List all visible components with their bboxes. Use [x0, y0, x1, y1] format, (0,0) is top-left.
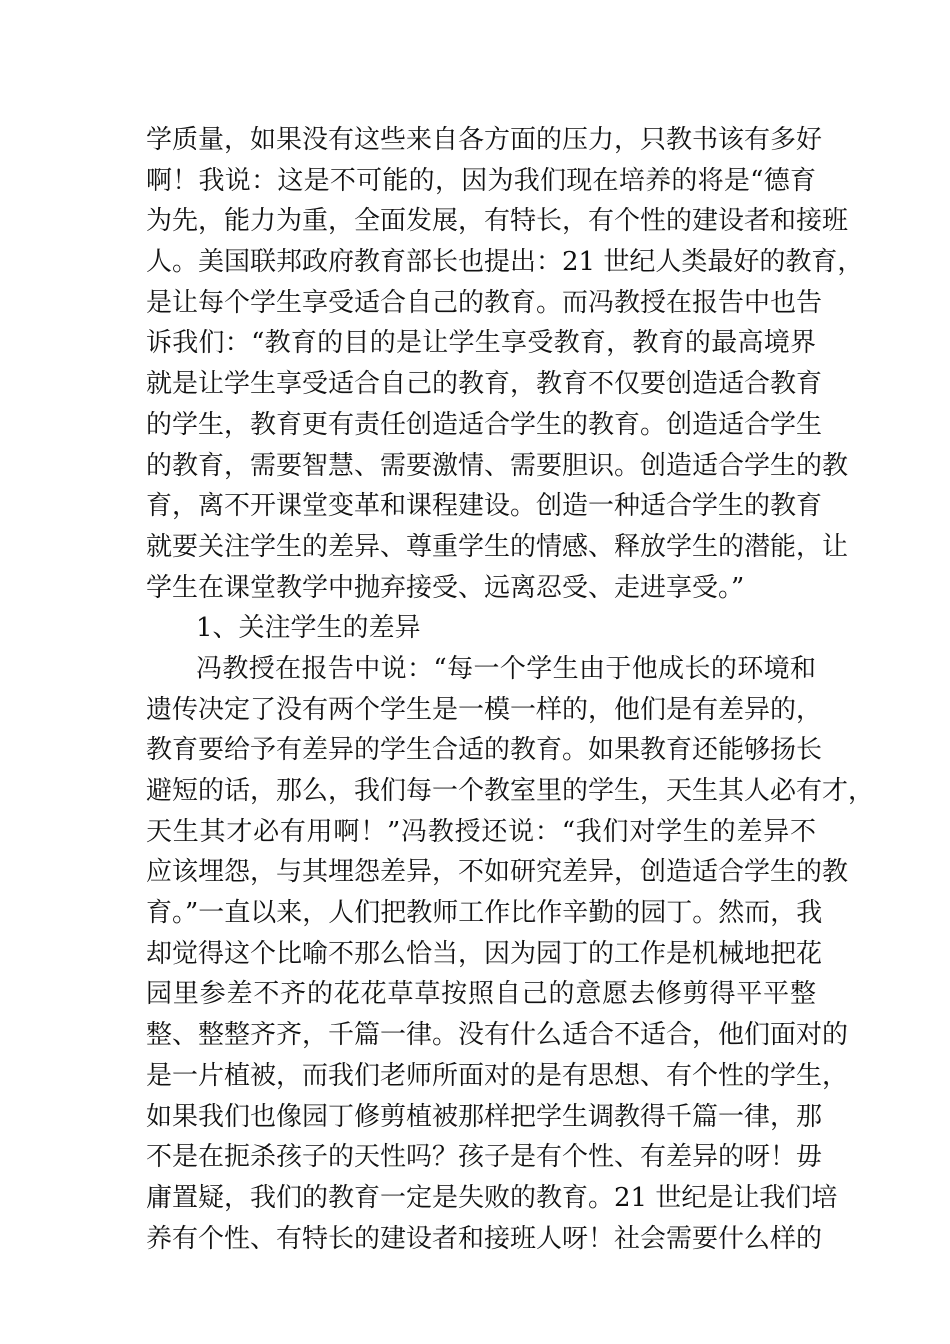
- text-line: 就是让学生享受适合自己的教育，教育不仅要创造适合教育: [146, 369, 823, 400]
- text-line: 却觉得这个比喻不那么恰当，因为园丁的工作是机械地把花: [146, 938, 823, 969]
- text-line: 遗传决定了没有两个学生是一模一样的，他们是有差异的，: [146, 694, 823, 725]
- text-line: 人。美国联邦政府教育部长也提出：21 世纪人类最好的教育，: [146, 247, 864, 278]
- text-line: 天生其才必有用啊！”冯教授还说：“我们对学生的差异不: [146, 816, 816, 847]
- text-line: 学质量，如果没有这些来自各方面的压力，只教书该有多好: [146, 125, 823, 155]
- body-text: [146, 120, 875, 1259]
- text-line: 育。”一直以来，人们把教师工作比作辛勤的园丁。然而，我: [146, 898, 823, 929]
- text-line: 整、整整齐齐，千篇一律。没有什么适合不适合，他们面对的: [146, 1020, 849, 1051]
- section-heading: 1、关注学生的差异: [196, 613, 421, 644]
- text-line: 应该埋怨，与其埋怨差异，不如研究差异，创造适合学生的教: [146, 857, 849, 888]
- text-line: 如果我们也像园丁修剪植被那样把学生调教得千篇一律，那: [146, 1101, 823, 1132]
- text-line: 是让每个学生享受适合自己的教育。而冯教授在报告中也告: [146, 287, 823, 318]
- text-line: 诉我们：“教育的目的是让学生享受教育，教育的最高境界: [146, 328, 816, 359]
- text-line: 就要关注学生的差异、尊重学生的情感、释放学生的潜能，让: [146, 531, 849, 562]
- text-line: 育，离不开课堂变革和课程建设。创造一种适合学生的教育: [146, 491, 823, 522]
- text-line: 避短的话，那么，我们每一个教室里的学生，天生其人必有才，: [146, 776, 875, 806]
- text-line: 庸置疑，我们的教育一定是失败的教育。21 世纪是让我们培: [146, 1182, 838, 1213]
- text-line: 的学生，教育更有责任创造适合学生的教育。创造适合学生: [146, 409, 823, 440]
- text-line: 啊！我说：这是不可能的，因为我们现在培养的将是“德育: [146, 165, 816, 196]
- text-line: 养有个性、有特长的建设者和接班人呀！社会需要什么样的: [146, 1223, 823, 1254]
- text-line: 教育要给予有差异的学生合适的教育。如果教育还能够扬长: [146, 735, 823, 766]
- text-line: 冯教授在报告中说：“每一个学生由于他成长的环境和: [196, 653, 816, 684]
- text-line: 学生在课堂教学中抛弃接受、远离忍受、走进享受。”: [146, 572, 745, 603]
- text-line: 的教育，需要智慧、需要激情、需要胆识。创造适合学生的教: [146, 450, 849, 481]
- text-line: 是一片植被，而我们老师所面对的是有思想、有个性的学生，: [146, 1060, 849, 1091]
- text-line: 园里参差不齐的花花草草按照自己的意愿去修剪得平平整: [146, 979, 816, 1010]
- text-line: 为先，能力为重，全面发展，有特长，有个性的建设者和接班: [146, 206, 849, 237]
- text-line: 不是在扼杀孩子的天性吗？孩子是有个性、有差异的呀！毋: [146, 1142, 823, 1173]
